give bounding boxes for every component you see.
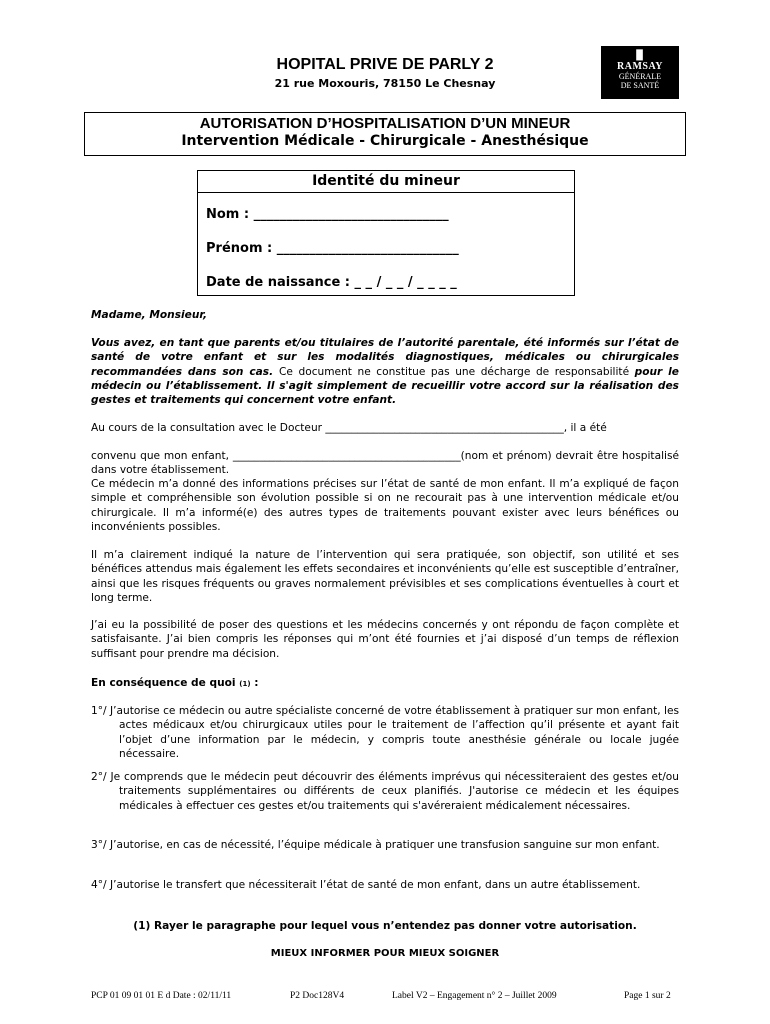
motto: MIEUX INFORMER POUR MIEUX SOIGNER	[270, 948, 500, 959]
item-2-text: 2°/ Je comprends que le médecin peut découvrir des éléments imprévus qui nécessiteraient des gestes et/ou traitements supplémentaires ou différents de ceux planifiés. J'autorise ce médecin et les équipes médicales à effectuer ces gestes et/ou traitements qui s'avéreraient médicalement nécessaires.	[91, 771, 679, 812]
name-field[interactable]: Nom : ______________________________	[206, 207, 449, 222]
footnote: (1) Rayer le paragraphe pour lequel vous n’entendez pas donner votre autorisation.	[133, 920, 637, 932]
consequence-colon: :	[250, 677, 259, 689]
logo-line1: RAMSAY	[617, 61, 663, 72]
authorization-item-2	[91, 770, 679, 813]
identity-heading: Identité du mineur	[198, 171, 574, 193]
item-4-text: 4°/ J’autorise le transfert que nécessiterait l’état de santé de mon enfant, dans un autre établissement.	[91, 879, 641, 891]
paragraph-intervention: Il m’a clairement indiqué la nature de l’intervention qui sera pratiquée, son objectif, son utilité et ses bénéfices attendus mais également les effets secondaires et inconvénients qu’elle est susceptible d’entraîner, ainsi que les risques fréquents ou graves normalement prévisibles et ses complications éventuelles à court et long terme.	[91, 549, 679, 604]
hospital-address: 21 rue Moxouris, 78150 Le Chesnay	[274, 77, 496, 90]
footer-reference: PCP 01 09 01 01 E d Date : 02/11/11	[91, 991, 232, 1001]
paragraph-hospitalisation: convenu que mon enfant, ___________________________________________(nom et prénom) devrait être hospitalisé dans votre établissement.	[91, 450, 679, 477]
paragraph-questions: J’ai eu la possibilité de poser des questions et les médecins concernés y ont répondu de façon complète et satisfaisante. J’ai bien compris les réponses qui m’ont été fournies et j’ai disposé d’un temps de réflexion suffisant pour prendre ma décision.	[91, 619, 679, 660]
intro-part-c: pour le médecin ou l’établissement. Il s'agit simplement de recueillir votre accord sur la réalisation des gestes et traitements qui concernent votre enfant.	[91, 365, 679, 407]
paragraph-information: Ce médecin m’a donné des informations précises sur l’état de santé de mon enfant. Il m’a expliqué de façon simple et compréhensible son évolution possible si on ne recourait pas à une intervention médicale et/ou chirurgicale. Il m’a informé(e) des autres types de traitements pouvant exister avec leurs bénéfices ou inconvénients possibles.	[91, 478, 679, 533]
salutation: Madame, Monsieur,	[91, 309, 208, 321]
authorization-item-3	[91, 838, 679, 852]
footer-page-number: Page 1 sur 2	[624, 991, 671, 1001]
ramsay-logo	[601, 46, 679, 99]
footer-label: Label V2 – Engagement n° 2 – Juillet 2009	[392, 991, 557, 1001]
consequence-text: En conséquence de quoi	[91, 677, 236, 689]
item-1-text: 1°/ J’autorise ce médecin ou autre spécialiste concerné de votre établissement à pratiquer sur mon enfant, les actes médicaux et/ou chirurgicaux utiles pour le traitement de l’affection qu’il présente et ayant fait l’objet d’une information par le médecin, y compris toute anesthésie générale ou locale jugée nécessaire.	[91, 705, 679, 760]
logo-line3: DE SANTÉ	[620, 81, 660, 90]
first-name-field[interactable]: Prénom : ____________________________	[206, 241, 459, 256]
authorization-item-1	[91, 704, 679, 761]
consequence-note: (1)	[239, 680, 251, 688]
birth-date-field[interactable]: Date de naissance : _ _ / _ _ / _ _ _ _	[206, 275, 457, 290]
logo-line2: GÉNÉRALE	[618, 72, 662, 81]
logo-mark-icon: ▉	[636, 50, 644, 60]
document-title: AUTORISATION D’HOSPITALISATION D’UN MINEUR	[199, 115, 571, 132]
page-footer	[0, 991, 770, 1005]
intro-part-b: Ce document ne constitue pas une décharge de responsabilité	[279, 365, 635, 378]
hospital-name: HOPITAL PRIVE DE PARLY 2	[276, 56, 494, 73]
authorization-item-4	[91, 878, 679, 892]
consequence-heading	[91, 676, 679, 691]
minor-identity-box	[197, 170, 575, 296]
intro-part-a: Vous avez, en tant que parents et/ou titulaires de l’autorité parentale, été informés sur l’état de santé de votre enfant et sur les modalités diagnostiques, médicales ou chirurgicales recommandées dans son cas.	[91, 337, 679, 378]
item-3-text: 3°/ J’autorise, en cas de nécessité, l’équipe médicale à pratiquer une transfusion sanguine sur mon enfant.	[91, 839, 660, 851]
footer-doc: P2 Doc128V4	[290, 991, 345, 1001]
document-title-box	[84, 112, 686, 156]
consultation-line: Au cours de la consultation avec le Docteur _____________________________________________, il a été	[91, 422, 607, 434]
document-subtitle: Intervention Médicale - Chirurgicale - Anesthésique	[181, 133, 589, 149]
intro-paragraph	[91, 336, 679, 407]
